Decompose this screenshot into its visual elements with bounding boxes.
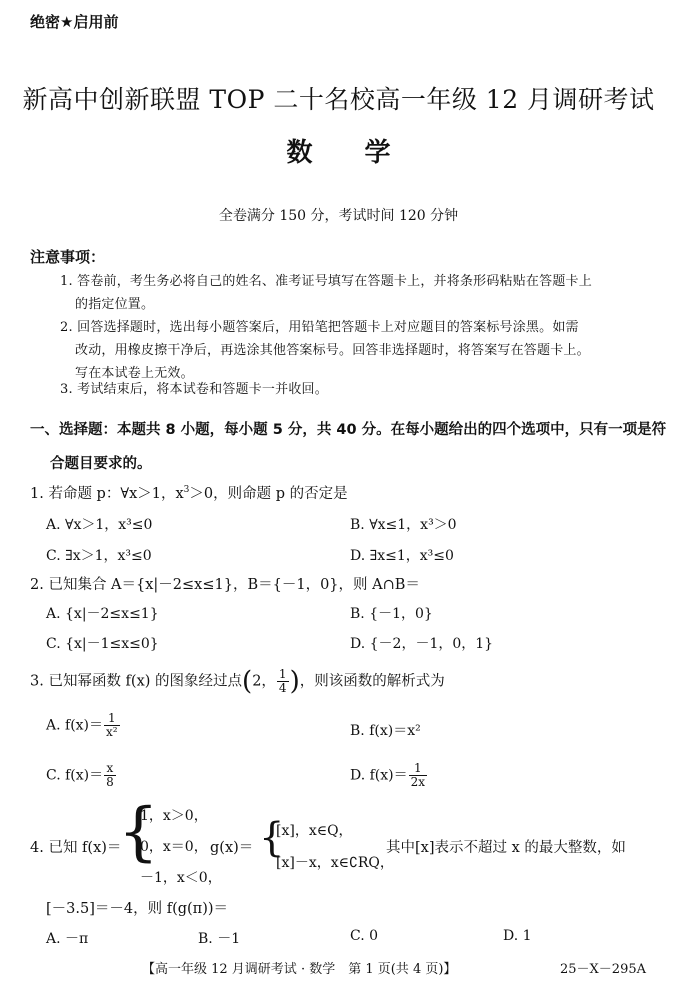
f-case-2: 0，x＝0， bbox=[140, 839, 208, 855]
g-label: g(x)＝ bbox=[210, 840, 254, 856]
notice-line: 3. 考试结束后，将本试卷和答题卡一并收回。 bbox=[60, 382, 328, 397]
q1-option-d: D. ∃x≤1，x³≤0 bbox=[350, 548, 454, 564]
f-piecewise-brace: { bbox=[118, 795, 159, 869]
section-heading-cont: 合题目要求的。 bbox=[50, 456, 152, 472]
q3-option-c: C. f(x)＝ $\frac{x}{8}$ bbox=[46, 761, 114, 789]
subject-title: 数 学 bbox=[286, 138, 391, 168]
q2-option-d: D. {－2，－1，0，1} bbox=[350, 636, 494, 652]
exam-title: 新高中创新联盟 TOP 二十名校高一年级 12 月调研考试 bbox=[22, 85, 655, 114]
g-case-2: [x]－x，x∈∁RQ， bbox=[276, 855, 394, 871]
paper-code: 25－X－295A bbox=[560, 962, 646, 977]
notice-line: 写在本试卷上无效。 bbox=[75, 366, 194, 381]
q1-option-c: C. ∃x＞1，x³≤0 bbox=[46, 548, 152, 564]
question-1-stem: 1. 若命题 p：∀x＞1，$x^3>0$，则命题 p 的否定是 bbox=[30, 485, 348, 502]
q1-option-a: A. ∀x＞1，x³≤0 bbox=[46, 517, 153, 533]
f-case-3: －1，x＜0， bbox=[140, 870, 222, 886]
g-case-1: [x]，x∈Q， bbox=[276, 823, 353, 839]
notice-line: 2. 回答选择题时，选出每小题答案后，用铅笔把答题卡上对应题目的答案标号涂黑。如需 bbox=[60, 320, 579, 335]
page-footer: 【高一年级 12 月调研考试 · 数学 第 1 页(共 4 页)】 bbox=[142, 962, 457, 977]
g-piecewise-brace: { bbox=[259, 815, 285, 861]
q4-option-d: D. 1 bbox=[503, 928, 532, 944]
notice-line: 的指定位置。 bbox=[75, 297, 155, 312]
q4-option-b: B. －1 bbox=[198, 931, 241, 947]
notice-line: 1. 答卷前，考生务必将自己的姓名、准考证号填写在答题卡上，并将条形码粘贴在答题卡上 bbox=[60, 274, 592, 289]
f-case-1: 1，x＞0， bbox=[140, 808, 208, 824]
question-4-stem-cont: 其中[x]表示不超过 x 的最大整数，如 bbox=[386, 840, 626, 856]
q3-option-b: B. f(x)＝x² bbox=[350, 723, 421, 739]
q3-option-d: D. f(x)＝ $\frac{1}{2x}$ bbox=[350, 761, 426, 789]
confidential-label: 绝密★启用前 bbox=[30, 13, 119, 31]
q1-option-b: B. ∀x≤1，x³＞0 bbox=[350, 517, 457, 533]
q3-option-a: A. f(x)＝ $\frac{1}{\text{x²}}$ bbox=[46, 711, 118, 739]
q2-option-a: A. {x|－2≤x≤1} bbox=[46, 606, 159, 622]
q4-option-a: A. －π bbox=[46, 931, 89, 947]
question-4-stem: 4. 已知 f(x)＝ bbox=[30, 840, 122, 856]
q4-option-c: C. 0 bbox=[350, 928, 379, 944]
q2-option-b: B. {－1，0} bbox=[350, 606, 433, 622]
notice-line: 改动，用橡皮擦干净后，再选涂其他答案标号。回答非选择题时，将答案写在答题卡上。 bbox=[75, 343, 590, 358]
q2-option-c: C. {x|－1≤x≤0} bbox=[46, 636, 159, 652]
question-2-stem: 2. 已知集合 A＝{x|－2≤x≤1}，B＝{－1，0}，则 A∩B＝ bbox=[30, 577, 420, 593]
exam-info: 全卷满分 150 分，考试时间 120 分钟 bbox=[218, 208, 459, 224]
section-heading: 一、选择题：本题共 8 小题，每小题 5 分，共 40 分。在每小题给出的四个选项中，只有一项是符 bbox=[30, 422, 667, 438]
notice-heading: 注意事项： bbox=[30, 248, 106, 266]
question-3-stem: 3. 已知幂函数 f(x) 的图象经过点(2， $\frac{1}{4}$ )，则该函数的解析式为 bbox=[30, 666, 445, 697]
question-4-stem-end: [－3.5]＝－4，则 f(g(π))＝ bbox=[46, 901, 229, 917]
